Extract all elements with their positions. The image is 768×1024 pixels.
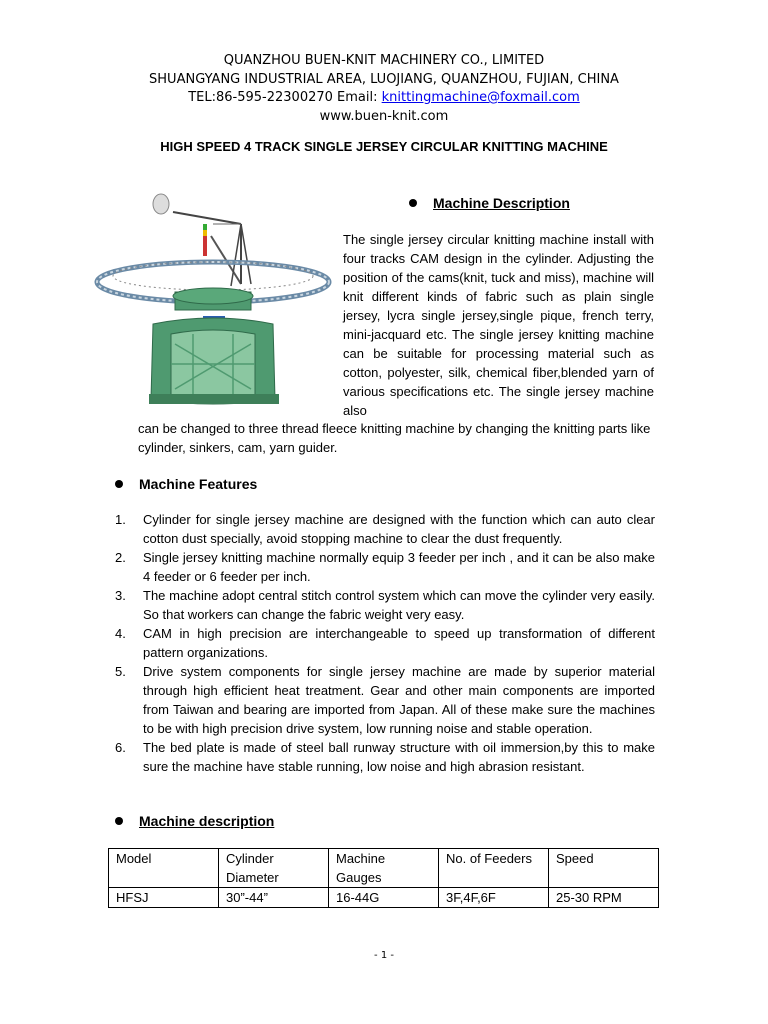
table-cell: 25-30 RPM — [549, 888, 659, 908]
table-row — [109, 888, 659, 908]
document-title: HIGH SPEED 4 TRACK SINGLE JERSEY CIRCULAR KNITTING MACHINE — [160, 139, 608, 154]
contact-line — [0, 89, 768, 108]
feature-item: 2. Single jersey knitting machine normally equip 3 feeder per inch , and it can be also make 4 feeder or 6 feeder per inch. — [115, 550, 655, 584]
page-number: - 1 - — [374, 950, 394, 961]
table-cell: HFSJ — [109, 888, 219, 908]
table-cell: 16-44G — [329, 888, 439, 908]
header-cell-model: Model — [109, 849, 219, 888]
bullet-icon — [115, 480, 123, 488]
feature-item: 5. Drive system components for single jersey machine are made by superior material through high efficient heat treatment. Gear and other main components are imported from Taiwan and bearing are imported from Japan. All of these make sure the machines to be with high precision drive system, low running noise and stable operation. — [115, 664, 655, 736]
feature-item: 4. CAM in high precision are interchangeable to speed up transformation of different pattern organizations. — [115, 626, 655, 660]
feature-item: 3. The machine adopt central stitch control system which can move the cylinder very easily. So that workers can change the fabric weight very easy. — [115, 588, 655, 622]
knitting-machine-image — [93, 184, 333, 414]
company-address: SHUANGYANG INDUSTRIAL AREA, LUOJIANG, QUANZHOU, FUJIAN, CHINA — [149, 71, 619, 87]
machine-features-heading: Machine Features — [115, 476, 257, 492]
table-header-row — [109, 849, 659, 888]
header-cell-feeders: No. of Feeders — [439, 849, 549, 888]
features-list — [115, 510, 655, 776]
feature-item: 1. Cylinder for single jersey machine are designed with the function which can auto clear cotton dust specially, avoid stopping machine to clear the dust frequently. — [115, 512, 655, 546]
table-cell: 30”-44” — [219, 888, 329, 908]
machine-description-continuation: can be changed to three thread fleece knitting machine by changing the knitting parts like cylinder, sinkers, cam, yarn guider. — [138, 421, 651, 455]
company-name: QUANZHOU BUEN-KNIT MACHINERY CO., LIMITED — [223, 53, 545, 68]
spec-heading: Machine description — [115, 813, 274, 829]
contact-phone: TEL:86-595-22300270 Email: — [188, 90, 382, 105]
bullet-icon — [115, 817, 123, 825]
header-cell-diameter: Cylinder Diameter — [219, 849, 329, 888]
machine-description-heading: Machine Description — [409, 195, 570, 211]
email-link[interactable]: knittingmachine@foxmail.com — [381, 90, 580, 105]
feature-item: 6. The bed plate is made of steel ball runway structure with oil immersion,by this to make sure the machine have stable running, low noise and high abrasion resistant. — [115, 740, 655, 774]
table-cell: 3F,4F,6F — [439, 888, 549, 908]
spec-table — [108, 848, 659, 908]
website: www.buen-knit.com — [319, 108, 449, 124]
header-cell-speed: Speed — [549, 849, 659, 888]
letterhead — [0, 52, 768, 126]
bullet-icon — [409, 199, 417, 207]
machine-description-text: The single jersey circular knitting machine install with four tracks CAM design in the cylinder. Adjusting the position of the cams(knit, tuck and miss), machine will knit different kinds of fabric such as plain single jersey, lycra single jersey,single pique, french terry, mini-jacquard etc. The single jersey knitting machine can be suitable for processing material such as cotton, polyester, silk, chemical fiber,blended yarn of various specifications etc. The single jersey machine also — [343, 232, 654, 418]
header-cell-gauges: Machine Gauges — [329, 849, 439, 888]
